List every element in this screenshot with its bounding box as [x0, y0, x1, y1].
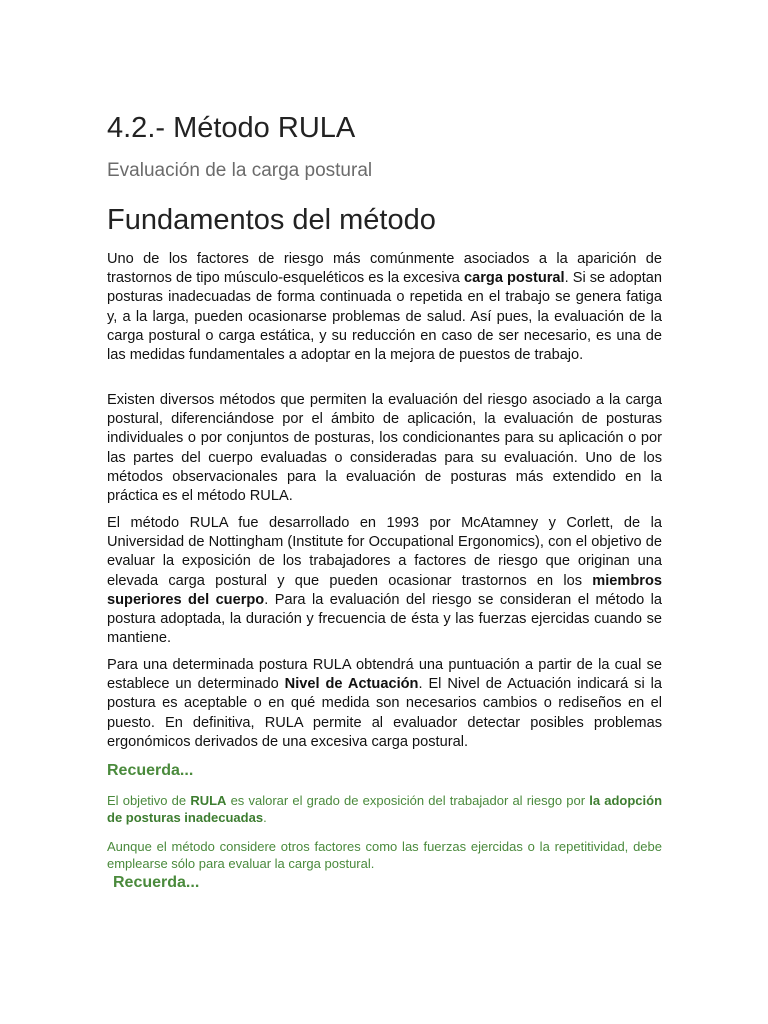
paragraph-rula-origen — [107, 514, 662, 648]
bold-term: Nivel de Actuación — [284, 676, 419, 693]
recuerda-heading: Recuerda... — [107, 762, 194, 779]
note-text: . — [263, 810, 267, 825]
note-text: El objetivo de — [107, 793, 191, 808]
paragraph-nivel-actuacion — [107, 656, 662, 752]
paragraph-carga-postural — [107, 250, 662, 365]
paragraph-text: . Para la evaluación del riesgo se consideran el método la postura adoptada, la duración y frecuencia de ésta y las fuerzas ejercidas cuando se mantiene. — [107, 591, 662, 647]
paragraph-metodos: Existen diversos métodos que permiten la evaluación del riesgo asociado a la carga postural, diferenciándose por el ámbito de aplicación, la evaluación de posturas individuales o por conjuntos de posturas, los condicionantes para su aplicación o por las partes del cuerpo evaluadas o consideradas para su evaluación. Uno de los métodos observacionales para la evaluación de posturas más extendido en la práctica es el método RULA. — [107, 392, 662, 505]
note-bold-term: la adopción de posturas inadecuadas — [107, 793, 663, 825]
page-heading: Fundamentos del método — [107, 204, 436, 236]
section-subtitle: Evaluación de la carga postural — [107, 160, 373, 181]
bold-term: miembros superiores del cuerpo — [107, 572, 662, 608]
paragraph-text: El método RULA fue desarrollado en 1993 por McAtamney y Corlett, de la Universidad de Nottingham (Institute for Occupational Ergonomics), con el objetivo de evaluar la exposición de los trabajadores a factores de riesgo que originan una elevada carga postural y que pueden ocasionar trastornos en los — [107, 515, 662, 589]
recuerda-note-objetivo — [107, 792, 662, 826]
recuerda-heading-2: Recuerda... — [113, 874, 200, 891]
paragraph-text: . Si se adoptan posturas inadecuadas de forma continuada o repetida en el trabajo se genera fatiga y, a la larga, pueden ocasionarse problemas de salud. Así pues, la evaluación de la carga postural o carga estática, y su reducción en caso de ser necesario, es una de las medidas fundamentales a adoptar en la mejora de puestos de trabajo. — [107, 270, 662, 364]
section-title: 4.2.- Método RULA — [107, 112, 356, 144]
recuerda-note-factores: Aunque el método considere otros factores como las fuerzas ejercidas o la repetitividad, debe emplearse sólo para evaluar la carga postural. — [107, 839, 662, 871]
note-text: es valorar el grado de exposición del trabajador al riesgo por — [226, 793, 590, 808]
note-bold-term: RULA — [190, 793, 227, 808]
paragraph-text: . El Nivel de Actuación indicará si la postura es aceptable o en qué medida son necesarios cambios o rediseños en el puesto. En definitiva, RULA permite al evaluador detectar posibles problemas ergonómicos derivados de una excesiva carga postural. — [107, 676, 663, 750]
paragraph-text: Uno de los factores de riesgo más comúnmente asociados a la aparición de trastornos de tipo músculo-esqueléticos es la excesiva — [107, 251, 662, 287]
paragraph-text: Para una determinada postura RULA obtendrá una puntuación a partir de la cual se establece un determinado — [107, 657, 662, 693]
bold-term: carga postural — [464, 270, 565, 287]
